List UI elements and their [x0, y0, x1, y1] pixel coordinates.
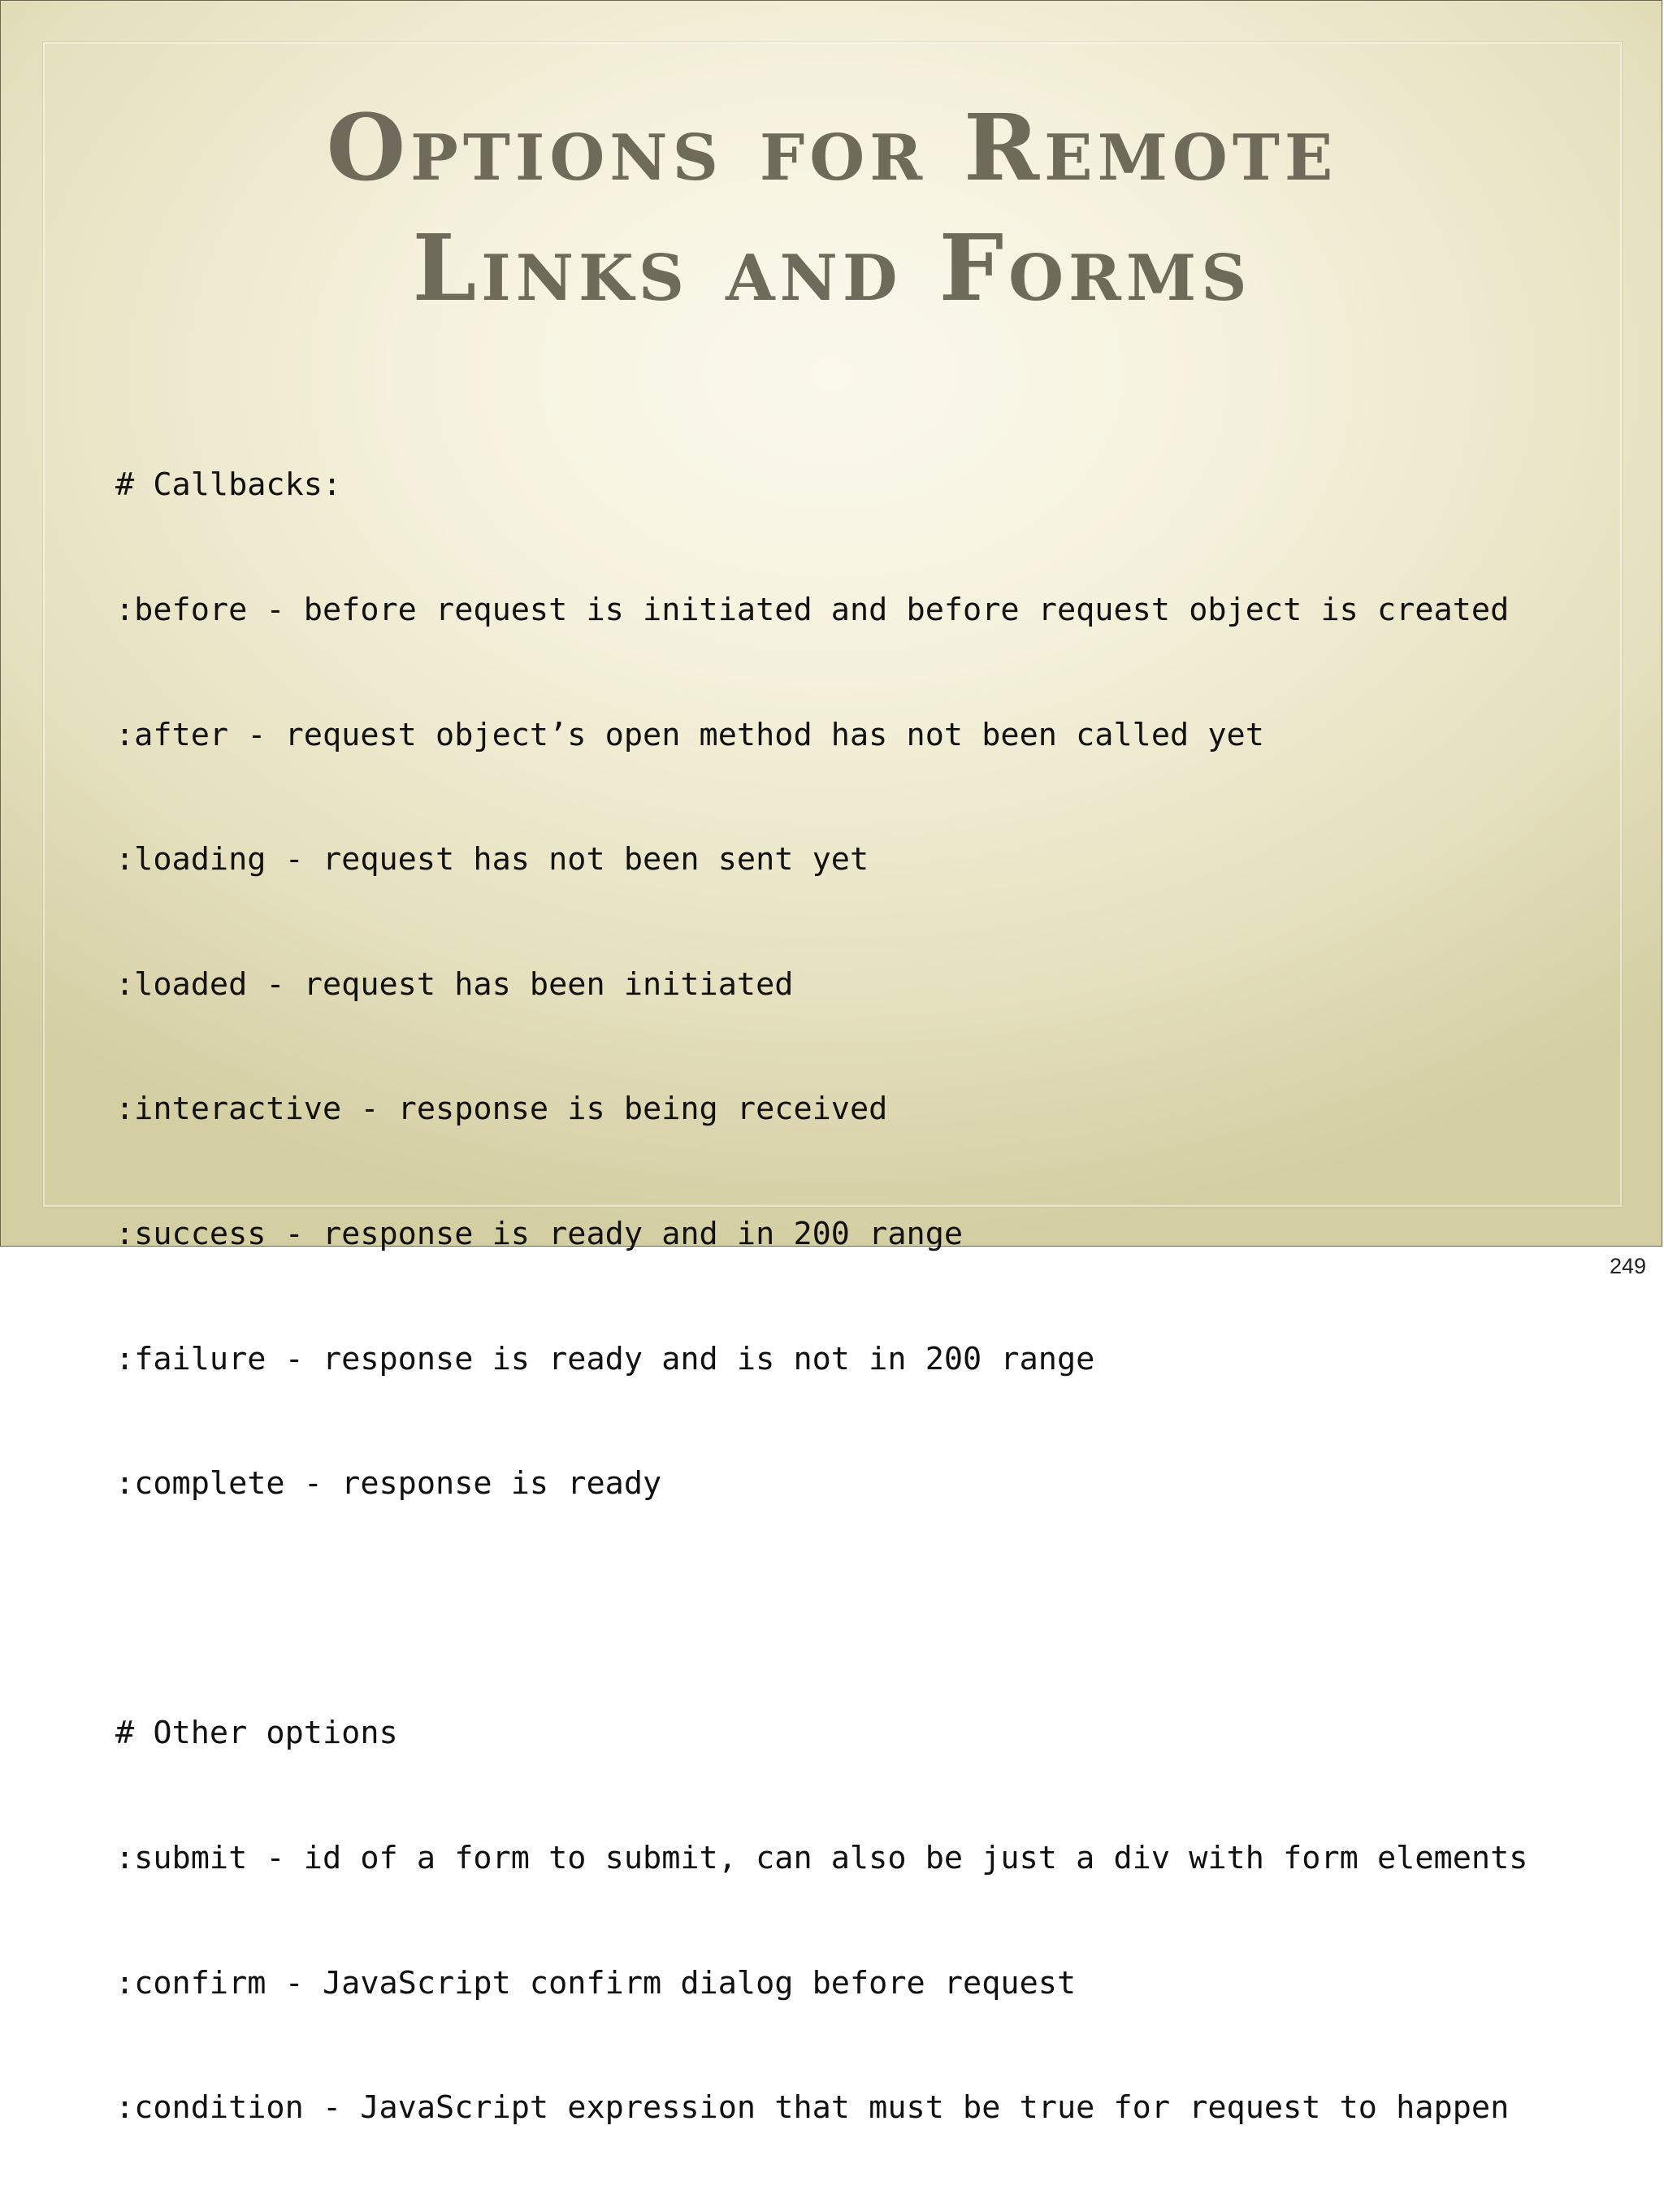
code-line: :submit - id of a form to submit, can also be just a div with form elements [115, 1839, 1528, 1876]
code-line: :interactive - response is being received [115, 1091, 888, 1128]
code-line: # Callbacks: [115, 466, 342, 504]
code-line: :failure - response is ready and is not in 200 range [115, 1340, 1095, 1377]
slide-title-line-2: Links and Forms [412, 215, 1252, 322]
code-line: :condition - JavaScript expression that must be true for request to happen [115, 2089, 1510, 2127]
code-line-blank [115, 1588, 1528, 1629]
slide-title [1, 89, 1663, 329]
code-line: :loading - request has not been sent yet [115, 841, 869, 878]
code-line: :success - response is ready and in 200 range [115, 1215, 964, 1252]
slide-title-line-1: Options for Remote [326, 95, 1338, 202]
code-line: :complete - response is ready [115, 1465, 662, 1503]
code-line: :before - before request is initiated and before request object is created [115, 592, 1510, 628]
code-line: :confirm - JavaScript confirm dialog before request [115, 1964, 1077, 2002]
code-block [115, 381, 1528, 2212]
code-line: # Other options [115, 1715, 398, 1752]
code-line: :after - request object’s open method has not been called yet [115, 716, 1264, 753]
page-number: 249 [1609, 1254, 1646, 1278]
code-line: :loaded - request has been initiated [115, 965, 794, 1003]
